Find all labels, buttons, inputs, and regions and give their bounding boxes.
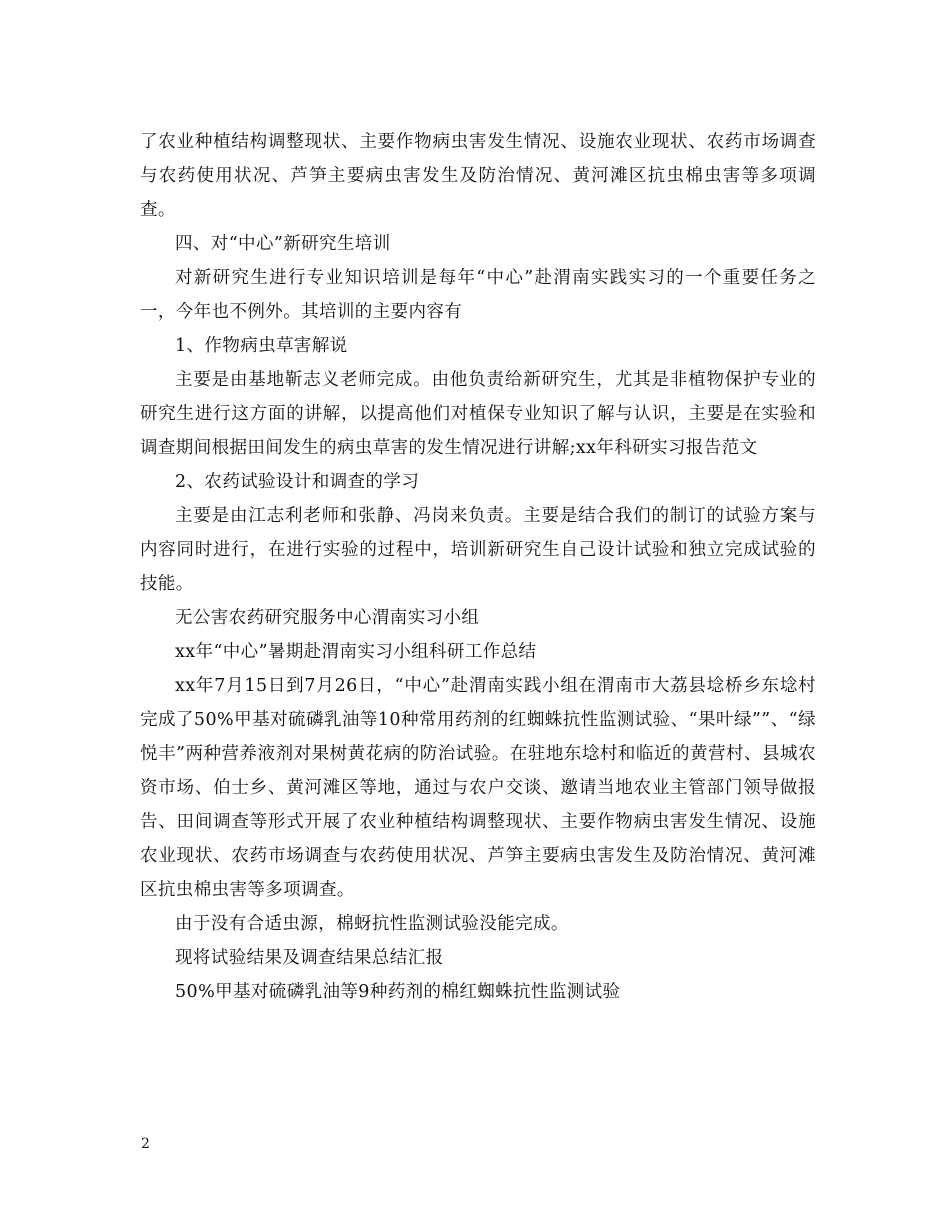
experiment-title: 50%甲基对硫磷乳油等9种药剂的棉红蜘蛛抗性监测试验 — [175, 982, 621, 1002]
paragraph: 现将试验结果及调查结果总结汇报 — [175, 948, 444, 968]
paragraph: 了农业种植结构调整现状、主要作物病虫害发生情况、设施农业现状、农药市场调查与农药使用状况、芦笋主要病虫害发生及防治情况、黄河滩区抗虫棉虫害等多项调查。 — [140, 132, 816, 220]
report-title: xx年“中心”暑期赴渭南实习小组科研工作总结 — [175, 642, 537, 662]
paragraph: 主要是由江志利老师和张静、冯岗来负责。主要是结合我们的制订的试验方案与内容同时进行，在进行实验的过程中，培训新研究生自己设计试验和独立完成试验的技能。 — [140, 506, 816, 594]
subsection-heading: 2、农药试验设计和调查的学习 — [175, 472, 420, 492]
paragraph: 主要是由基地靳志义老师完成。由他负责给新研究生，尤其是非植物保护专业的研究生进行这方面的讲解，以提高他们对植保专业知识了解与认识，主要是在实验和调查期间根据田间发生的病虫草害的发生情况进行讲解;xx年科研实习报告范文 — [140, 370, 816, 458]
paragraph: xx年7月15日到7月26日，“中心”赴渭南实践小组在渭南市大荔县埝桥乡东埝村完成了50%甲基对硫磷乳油等10种常用药剂的红蜘蛛抗性监测试验、“果叶绿””、“绿悦丰”两种营养液剂对果树黄花病的防治试验。在驻地东埝村和临近的黄营村、县城农资市场、伯士乡、黄河滩区等地，通过与农户交谈、邀请当地农业主管部门领导做报告、田间调查等形式开展了农业种植结构调整现状、主要作物病虫害发生情况、设施农业现状、农药市场调查与农药使用状况、芦笋主要病虫害发生及防治情况、黄河滩区抗虫棉虫害等多项调查。 — [140, 676, 816, 900]
document-body — [140, 125, 816, 1009]
page-number: 2 — [141, 1136, 150, 1152]
group-name: 无公害农药研究服务中心渭南实习小组 — [175, 608, 480, 628]
subsection-heading: 1、作物病虫草害解说 — [175, 336, 348, 356]
paragraph: 对新研究生进行专业知识培训是每年“中心”赴渭南实践实习的一个重要任务之一，今年也不例外。其培训的主要内容有 — [140, 268, 816, 322]
paragraph: 由于没有合适虫源，棉蚜抗性监测试验没能完成。 — [175, 914, 569, 934]
section-heading: 四、对“中心”新研究生培训 — [175, 234, 391, 254]
